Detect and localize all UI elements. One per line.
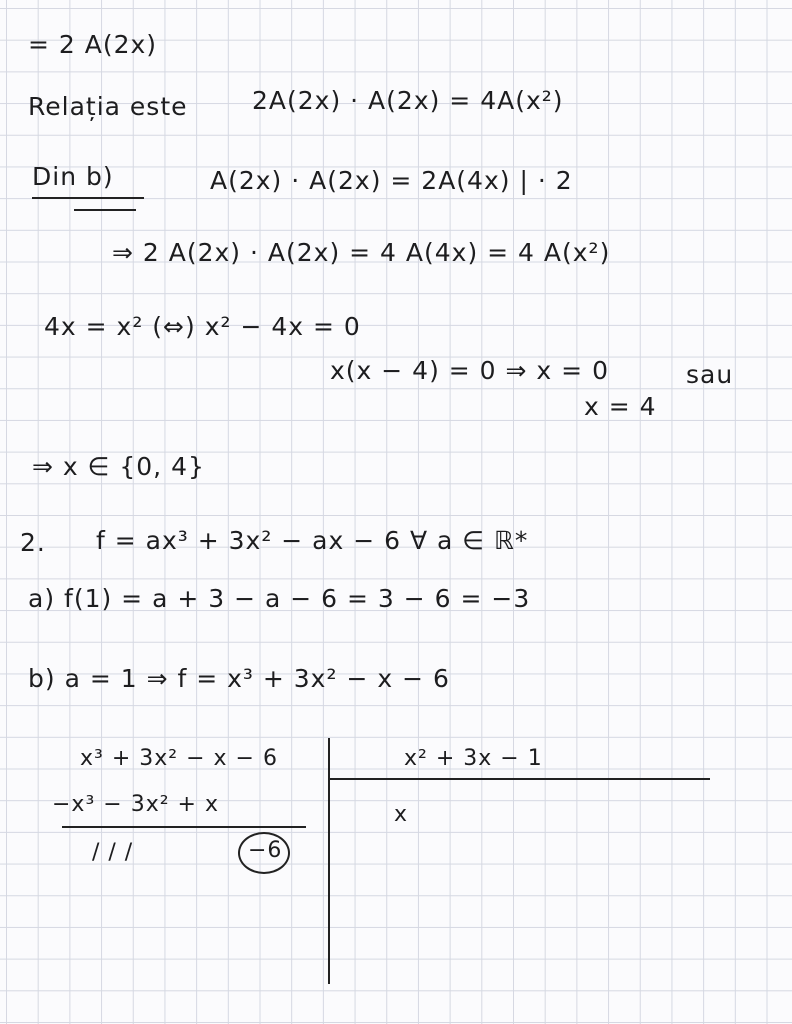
line-8: ⇒ x ∈ {0, 4} <box>32 452 205 481</box>
line-4: ⇒ 2 A(2x) · A(2x) = 4 A(4x) = 4 A(x²) <box>112 238 611 267</box>
line-11: b) a = 1 ⇒ f = x³ + 3x² − x − 6 <box>28 664 450 693</box>
line-2-label: Relația este <box>28 92 188 121</box>
division-vertical-bar <box>328 738 330 984</box>
line-3-expr: A(2x) · A(2x) = 2A(4x) | · 2 <box>210 166 573 195</box>
division-horizontal-bar <box>328 778 710 780</box>
line-9-expr: f = ax³ + 3x² − ax − 6 ∀ a ∈ ℝ* <box>96 526 529 555</box>
division-subtraction: −x³ − 3x² + x <box>52 792 219 817</box>
division-subtraction-line <box>62 826 306 828</box>
underline-1 <box>32 197 144 199</box>
line-6: x(x − 4) = 0 ⇒ x = 0 <box>330 356 609 385</box>
line-5: 4x = x² (⇔) x² − 4x = 0 <box>44 312 361 341</box>
line-1: = 2 A(2x) <box>28 30 158 59</box>
division-quotient: x <box>394 802 409 827</box>
line-2-expr: 2A(2x) · A(2x) = 4A(x²) <box>252 86 564 115</box>
line-6-sau: sau <box>686 360 734 389</box>
line-9-num: 2. <box>20 528 46 557</box>
division-dividend: x³ + 3x² − x − 6 <box>80 746 278 771</box>
remainder-circle <box>238 832 290 874</box>
line-7: x = 4 <box>584 392 657 421</box>
division-rest: / / / <box>92 840 134 865</box>
division-divisor: x² + 3x − 1 <box>404 746 543 771</box>
underline-2 <box>74 209 136 211</box>
division-remainder: −6 <box>248 838 283 863</box>
line-10: a) f(1) = a + 3 − a − 6 = 3 − 6 = −3 <box>28 584 531 613</box>
line-3-label: Din b) <box>32 162 114 191</box>
